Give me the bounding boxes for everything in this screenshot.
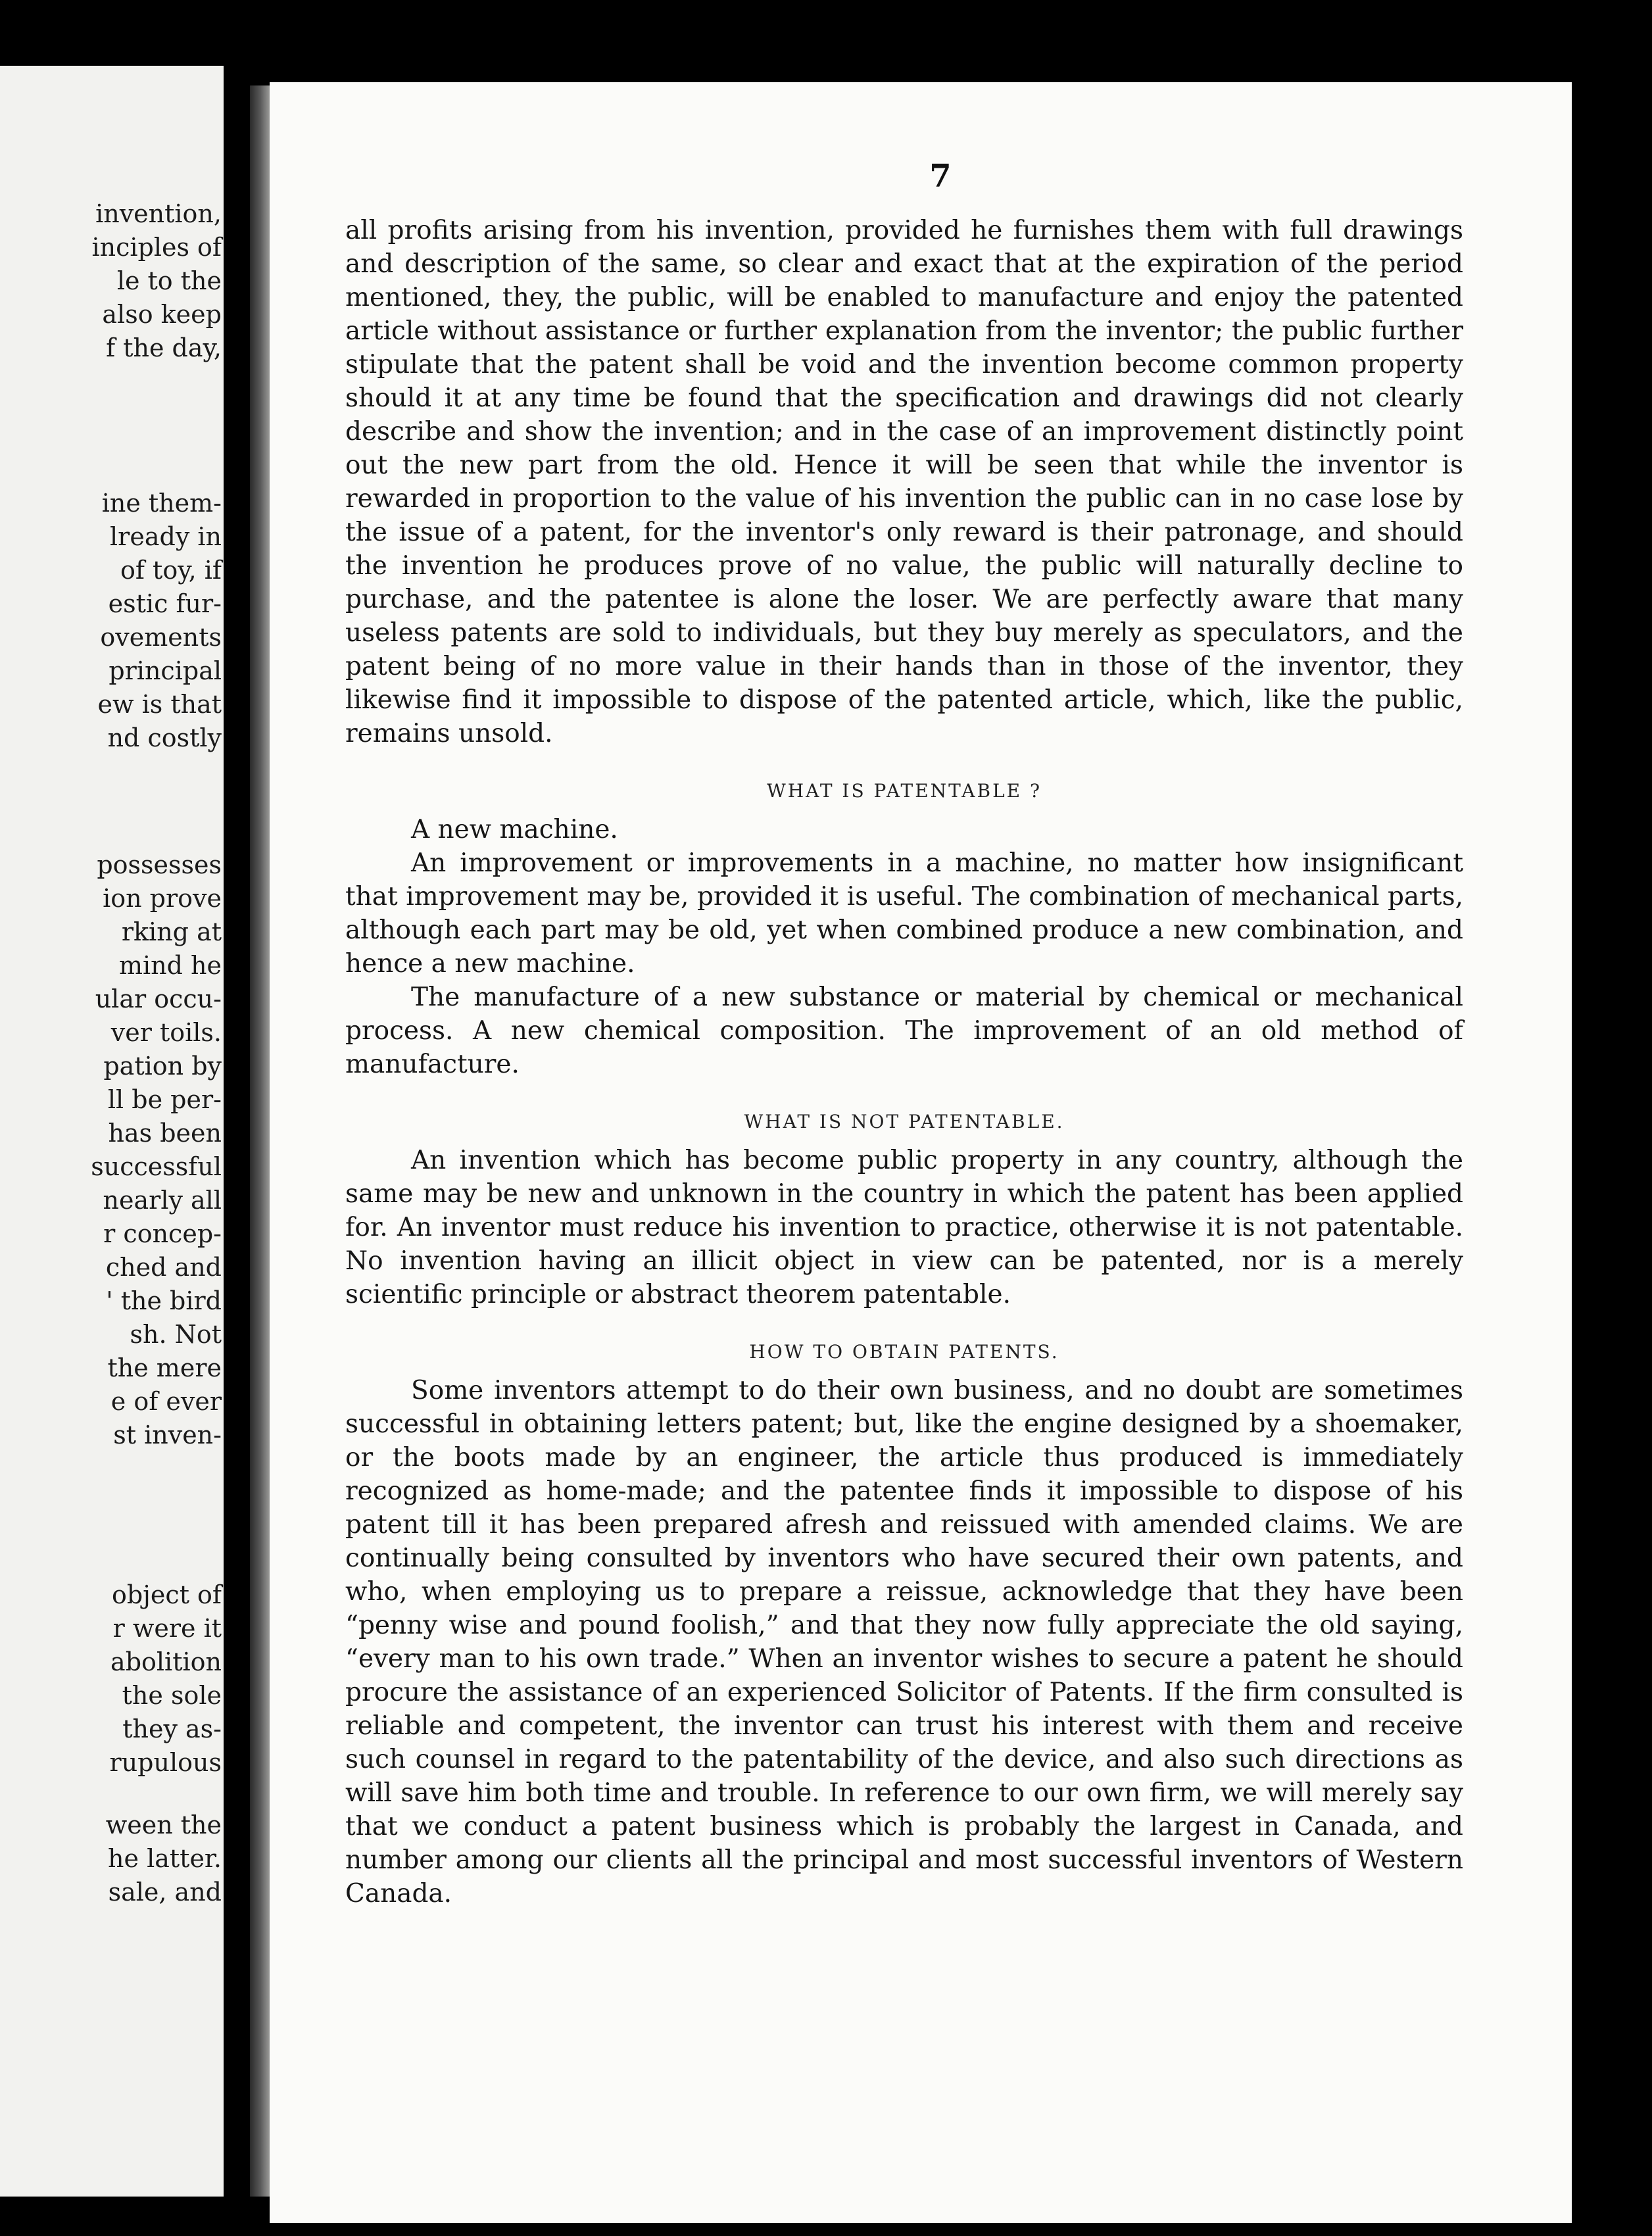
page-number: 7 xyxy=(929,158,952,195)
left-facing-page xyxy=(0,66,233,2197)
left-fragment-line: f the day, xyxy=(106,333,222,362)
left-fragment-line: estic fur- xyxy=(108,589,222,618)
left-fragment-block-2 xyxy=(0,487,222,755)
left-fragment-line: ' the bird xyxy=(106,1286,222,1315)
left-fragment-line: nd costly xyxy=(107,723,222,752)
left-fragment-line: they as- xyxy=(122,1714,222,1743)
left-fragment-block-4 xyxy=(0,1578,222,1780)
how-to-obtain-paragraph: Some inventors attempt to do their own business, and no doubt are sometimes successful in obtaining letters patent; but, like the engine designed by a shoemaker, or the boots made by an engineer, the article thus produced is immediately recognized as home-made; and the patentee finds it impossible to dispose of his patent till it has been prepared afresh and reissued with amended claims. We are continually being consulted by inventors who have secured their own patents, and who, when employing us to prepare a reissue, acknowledge that they have been “penny wise and pound foolish,” and that they now fully appreciate the old saying, “every man to his own trade.” When an inventor wishes to secure a patent he should procure the assistance of an experienced Solicitor of Patents. If the firm consulted is reliable and competent, the inventor can trust his interest with them and receive such counsel in regard to the patentability of the device, and also such directions as will save him both time and trouble. In reference to our own firm, we will merely say that we conduct a patent business which is probably the largest in Canada, and number among our clients all the principal and most successful inventors of Western Canada. xyxy=(345,1376,1463,1908)
left-fragment-line: ween the xyxy=(105,1811,222,1839)
left-fragment-line: st inven- xyxy=(113,1421,222,1449)
left-fragment-line: r were it xyxy=(112,1614,222,1643)
left-fragment-line: he latter. xyxy=(108,1844,222,1873)
section-heading-patentable: WHAT IS PATENTABLE ? xyxy=(766,780,1042,802)
left-fragment-line: also keep xyxy=(102,300,222,329)
main-page xyxy=(270,82,1572,2223)
left-fragment-line: ovements xyxy=(100,623,222,652)
left-fragment-line: nearly all xyxy=(103,1186,222,1215)
left-fragment-block-5 xyxy=(0,1809,222,1909)
left-fragment-line: ion prove xyxy=(103,884,222,913)
left-fragment-block-3 xyxy=(0,848,222,1452)
left-fragment-line: ine them- xyxy=(101,489,222,518)
left-fragment-line: e of ever xyxy=(110,1387,222,1416)
left-fragment-line: successful xyxy=(91,1152,222,1181)
left-fragment-line: pation by xyxy=(103,1052,222,1081)
left-fragment-line: of toy, if xyxy=(120,556,222,585)
patentable-paragraph-improvements: An improvement or improvements in a machine, no matter how insignificant that improvement may be, provided it is useful. The combination of mechanical parts, although each part may be old, yet when combined produce a new combination, and hence a new machine. xyxy=(345,848,1463,979)
left-fragment-line: rking at xyxy=(121,917,222,946)
left-fragment-line: ew is that xyxy=(97,690,222,719)
left-fragment-line: the mere xyxy=(107,1353,222,1382)
left-fragment-line: rupulous xyxy=(109,1748,222,1777)
left-fragment-line: mind he xyxy=(118,951,222,980)
not-patentable-paragraph: An invention which has become public property in any country, although the same may be new and unknown in the country in which the patent has been applied for. An inventor must reduce his invention to practice, otherwise it is not patentable. No invention having an illicit object in view can be patented, nor is a merely scientific principle or abstract theorem patentable. xyxy=(345,1146,1463,1309)
page-body xyxy=(345,214,1463,1910)
left-fragment-line: le to the xyxy=(116,266,222,295)
left-fragment-line: has been xyxy=(108,1119,222,1148)
left-fragment-line: ched and xyxy=(105,1253,222,1282)
left-fragment-line: invention, xyxy=(95,199,222,228)
left-fragment-line: the sole xyxy=(122,1681,222,1710)
patentable-item-new-machine: A new machine. xyxy=(411,815,618,844)
left-fragment-line: ular occu- xyxy=(95,984,222,1013)
left-fragment-line: lready in xyxy=(110,522,222,551)
patentable-paragraph-manufacture: The manufacture of a new substance or material by chemical or mechanical process. A new chemical composition. The improvement of an old method of manufacture. xyxy=(345,983,1463,1079)
section-heading-how-to-obtain: HOW TO OBTAIN PATENTS. xyxy=(749,1341,1059,1363)
left-fragment-line: object of xyxy=(111,1580,222,1609)
left-fragment-line: abolition xyxy=(110,1647,222,1676)
intro-paragraph: all profits arising from his invention, provided he furnishes them with full drawings and description of the same, so clear and exact that at the expiration of the period mentioned, they, the public, will be enabled to manufacture and enjoy the patented article without assistance or further explanation from the inventor; the public further stipulate that the patent shall be void and the invention become common property should it at any time be found that the specification and drawings did not clearly describe and show the invention; and in the case of an improvement distinctly point out the new part from the old. Hence it will be seen that while the inventor is rewarded in proportion to the value of his invention the public can in no case lose by the issue of a patent, for the inventor's only reward is their patronage, and should the invention he produces prove of no value, the public will naturally decline to purchase, and the patentee is alone the loser. We are perfectly aware that many useless patents are sold to individuals, but they buy merely as speculators, and the patent being of no more value in their hands than in those of the inventor, they likewise find it impossible to dispose of the patented article, which, like the public, remains unsold. xyxy=(345,216,1463,748)
section-heading-not-patentable: WHAT IS NOT PATENTABLE. xyxy=(744,1111,1065,1132)
left-fragment-line: possesses xyxy=(97,850,222,879)
left-fragment-line: ll be per- xyxy=(107,1085,222,1114)
left-fragment-line: sh. Not xyxy=(130,1320,222,1349)
left-fragment-line: inciples of xyxy=(91,233,222,262)
left-fragment-line: principal xyxy=(109,656,222,685)
left-fragment-line: r concep- xyxy=(103,1219,222,1248)
left-fragment-line: ver toils. xyxy=(110,1018,222,1047)
left-fragment-line: sale, and xyxy=(108,1878,222,1907)
left-fragment-block-1 xyxy=(0,197,222,365)
